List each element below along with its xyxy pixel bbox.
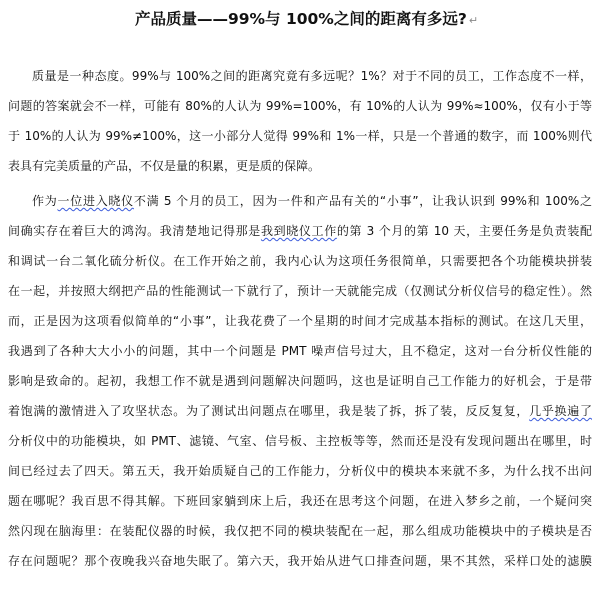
paragraph-2-line-12: 然闪现在脑海里：在装配仪器的时候，我仅把不同的模块装配在一起，那么组成功能模块中的子模块是否: [8, 524, 592, 538]
paragraph-1-line-3: 于 10%的人认为 99%≠100%，这一小部分人觉得 99%和 1%一样，只是一个普通的数字，而 100%则代: [8, 129, 592, 143]
spellcheck-underline: 几乎换遍了: [529, 404, 592, 418]
paragraph-2-line-1: 作为一位进入晓仪不满 5 个月的员工，因为一件和产品有关的“小事”，让我认识到 99%和 100%之: [32, 194, 592, 208]
paragraph-2-line-11: 题在哪呢？我百思不得其解。下班回家躺到床上后，我还在思考这个问题，在进入梦乡之前，一个疑问突: [8, 494, 592, 508]
paragraph-2-line-10: 间已经过去了四天。第五天，我开始质疑自己的工作能力，分析仪中的模块本来就不多，为什么找不出问: [8, 464, 592, 478]
spellcheck-underline: 我到晓仪工作: [260, 224, 337, 238]
paragraph-2-line-6: 我遇到了各种大大小小的问题，其中一个问题是 PMT 噪声信号过大，且不稳定，这对一台分析仪性能的: [8, 344, 592, 358]
paragraph-2-line-7: 影响是致命的。起初，我想工作不就是遇到问题解决问题吗，这也是证明自己工作能力的好机会，于是带: [8, 374, 592, 388]
paragraph-1-line-4: 表具有完美质量的产品，不仅是量的积累，更是质的保障。: [8, 159, 321, 173]
spellcheck-underline: 一位进入晓仪: [57, 194, 134, 208]
paragraph-mark-icon: ↵: [468, 14, 479, 27]
paragraph-1-line-1: 质量是一种态度。99%与 100%之间的距离究竟有多远呢？1%？对于不同的员工，工作态度不一样，: [32, 69, 592, 83]
paragraph-1-line-2: 问题的答案就会不一样，可能有 80%的人认为 99%=100%，有 10%的人认为 99%≈100%，仅有小于等: [8, 99, 592, 113]
title-text: 产品质量——99%与 100%之间的距离有多远?: [134, 10, 467, 28]
paragraph-2-line-2: 间确实存在着巨大的鸿沟。我清楚地记得那是我到晓仪工作的第 3 个月的第 10 天，主要任务是负责装配: [8, 224, 592, 238]
paragraph-2-line-8: 着饱满的激情进入了攻坚状态。为了测试出问题点在哪里，我是装了拆，拆了装，反反复复，几乎换遍了: [8, 404, 592, 418]
paragraph-2-line-13: 存在问题呢？那个夜晚我兴奋地失眠了。第六天，我开始从进气口排查问题，果不其然，采样口处的滤膜: [8, 554, 592, 568]
paragraph-2-line-9: 分析仪中的功能模块，如 PMT、滤镜、气室、信号板、主控板等等，然而还是没有发现问题出在哪里，时: [8, 434, 592, 448]
paragraph-2-line-3: 和调试一台二氧化硫分析仪。在工作开始之前，我内心认为这项任务很简单，只需要把各个功能模块拼装: [8, 254, 592, 268]
paragraph-2-line-4: 在一起，并按照大纲把产品的性能测试一下就行了，预计一天就能完成（仅测试分析仪信号的稳定性）。然: [8, 284, 592, 298]
paragraph-2-line-5: 而，正是因为这项看似简单的“小事”，让我花费了一个星期的时间才完成基本指标的测试。在这几天里，: [8, 314, 592, 328]
document-title: [0, 8, 613, 32]
